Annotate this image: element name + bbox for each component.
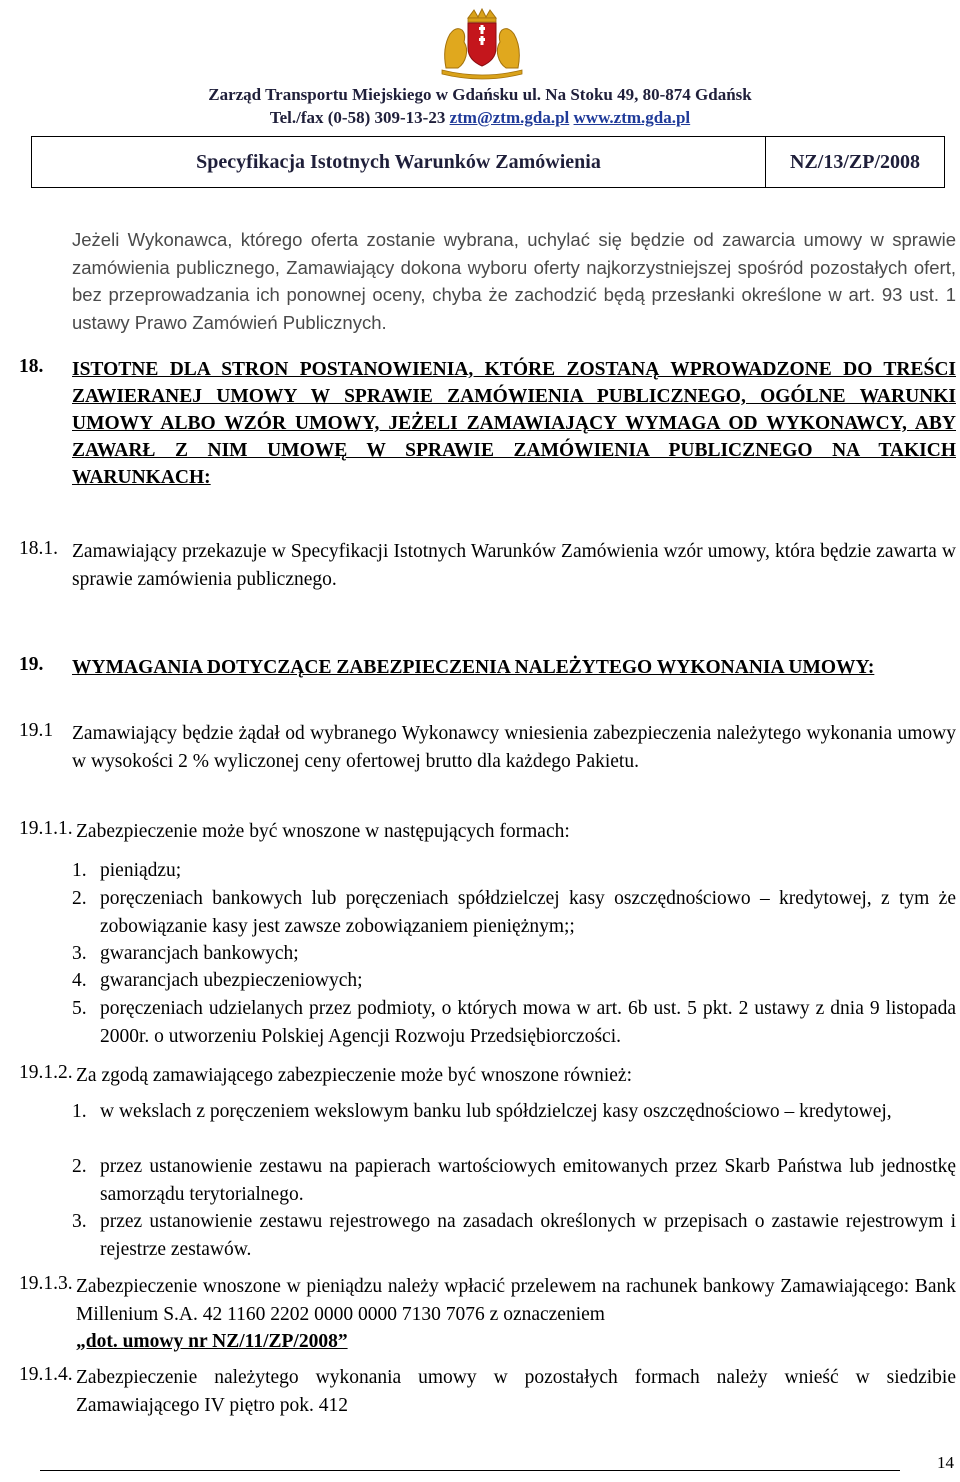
gdansk-coat-of-arms-icon bbox=[428, 8, 536, 80]
section-19-heading: WYMAGANIA DOTYCZĄCE ZABEZPIECZENIA NALEŻYTEGO WYKONANIA UMOWY: bbox=[72, 657, 875, 678]
page-number: 14 bbox=[937, 1453, 954, 1472]
section-19-1-1-number: 19.1.1. bbox=[19, 818, 73, 839]
form-item-number: 5. bbox=[72, 998, 87, 1019]
intro-paragraph: Jeżeli Wykonawca, którego oferta zostanie wybrana, uchylać się będzie od zawarcia umowy w sprawie zamówienia publicznego, Zamawiający dokona wyboru oferty najkorzystniejszej spośród pozostałych ofert, bez przeprowadzania ich ponownej oceny, chyba że zachodzić będą przesłanki określone w art. 93 ust. 1 ustawy Prawo Zamówień Publicznych. bbox=[72, 229, 956, 333]
section-19-1-3-marking: „dot. umowy nr NZ/11/ZP/2008” bbox=[76, 1331, 348, 1352]
document-reference: NZ/13/ZP/2008 bbox=[789, 150, 920, 173]
section-19-1-4-number: 19.1.4. bbox=[19, 1364, 73, 1385]
section-19-1-2-text: Za zgodą zamawiającego zabezpieczenie może być wnoszone również: bbox=[76, 1065, 632, 1086]
form-item-text: gwarancjach bankowych; bbox=[100, 943, 299, 964]
header-website-link[interactable]: www.ztm.gda.pl bbox=[573, 108, 691, 127]
alt-form-item-number: 3. bbox=[72, 1211, 87, 1232]
alt-form-item-text: przez ustanowienie zestawu na papierach wartościowych emitowanych przez Skarb Państwa lub jednostkę samorządu terytorialnego. bbox=[100, 1156, 956, 1205]
form-item-number: 4. bbox=[72, 970, 87, 991]
alt-form-item-number: 2. bbox=[72, 1156, 87, 1177]
section-19-1-4-text: Zabezpieczenie należytego wykonania umowy w pozostałych formach należy wnieść w siedzibie Zamawiającego IV piętro pok. 412 bbox=[76, 1367, 956, 1416]
header-email-link[interactable]: ztm@ztm.gda.pl bbox=[449, 108, 570, 127]
section-18-heading: ISTOTNE DLA STRON POSTANOWIENIA, KTÓRE ZOSTANĄ WPROWADZONE DO TREŚCI ZAWIERANEJ UMOWY W SPRAWIE ZAMÓWIENIA PUBLICZNEGO, OGÓLNE WARUNKI UMOWY ALBO WZÓR UMOWY, JEŻELI ZAMAWIAJĄCY WYMAGA OD WYKONAWCY, ABY ZAWARŁ Z NIM UMOWĘ W SPRAWIE ZAMÓWIENIA PUBLICZNEGO NA TAKICH WARUNKACH: bbox=[72, 359, 956, 488]
header-org-line: Zarząd Transportu Miejskiego w Gdańsku ul. Na Stoku 49, 80-874 Gdańsk bbox=[208, 85, 752, 104]
section-18-number: 18. bbox=[19, 356, 44, 377]
form-item-text: poręczeniach bankowych lub poręczeniach spółdzielczej kasy oszczędnościowo – kredytowej, z tym że zobowiązanie kasy jest zawsze zobowiązaniem pieniężnym;; bbox=[100, 888, 956, 937]
section-19-1-3-text: Zabezpieczenie wnoszone w pieniądzu należy wpłacić przelewem na rachunek bankowy Zamawiającego: Bank Millenium S.A. 42 1160 2202 0000 0000 7130 7076 z oznaczeniem bbox=[76, 1276, 956, 1325]
form-item-text: gwarancjach ubezpieczeniowych; bbox=[100, 970, 363, 991]
section-18-1-number: 18.1. bbox=[19, 538, 58, 559]
alt-form-item-text: w wekslach z poręczeniem wekslowym banku lub spółdzielczej kasy oszczędnościowo – kredytowej, bbox=[100, 1101, 892, 1122]
section-19-1-2-number: 19.1.2. bbox=[19, 1062, 73, 1083]
section-19-1-text: Zamawiający będzie żądał od wybranego Wykonawcy wniesienia zabezpieczenia należytego wykonania umowy w wysokości 2 % wyliczonej ceny ofertowej brutto dla każdego Pakietu. bbox=[72, 723, 956, 772]
document-title-box bbox=[31, 136, 945, 188]
form-item-number: 1. bbox=[72, 860, 87, 881]
document-title: Specyfikacja Istotnych Warunków Zamówienia bbox=[32, 137, 766, 187]
header-contact-line bbox=[0, 108, 960, 128]
form-item-text: pieniądzu; bbox=[100, 860, 182, 881]
section-19-1-3-number: 19.1.3. bbox=[19, 1273, 73, 1294]
section-18-1-text: Zamawiający przekazuje w Specyfikacji Istotnych Warunków Zamówienia wzór umowy, która będzie zawarta w sprawie zamówienia publicznego. bbox=[72, 541, 956, 590]
section-19-number: 19. bbox=[19, 654, 44, 675]
form-item-number: 3. bbox=[72, 943, 87, 964]
form-item-number: 2. bbox=[72, 888, 87, 909]
alt-form-item-number: 1. bbox=[72, 1101, 87, 1122]
section-19-1-1-text: Zabezpieczenie może być wnoszone w następujących formach: bbox=[76, 821, 570, 842]
form-item-text: poręczeniach udzielanych przez podmioty, o których mowa w art. 6b ust. 5 pkt. 2 ustawy z dnia 9 listopada 2000r. o utworzeniu Polskiej Agencji Rozwoju Przedsiębiorczości. bbox=[100, 998, 956, 1047]
footer-divider bbox=[40, 1470, 900, 1471]
header-phone: Tel./fax (0-58) 309-13-23 bbox=[269, 108, 446, 127]
alt-form-item-text: przez ustanowienie zestawu rejestrowego na zasadach określonych w przepisach o zastawie rejestrowym i rejestrze zestawów. bbox=[100, 1211, 956, 1260]
section-19-1-number: 19.1 bbox=[19, 720, 54, 741]
